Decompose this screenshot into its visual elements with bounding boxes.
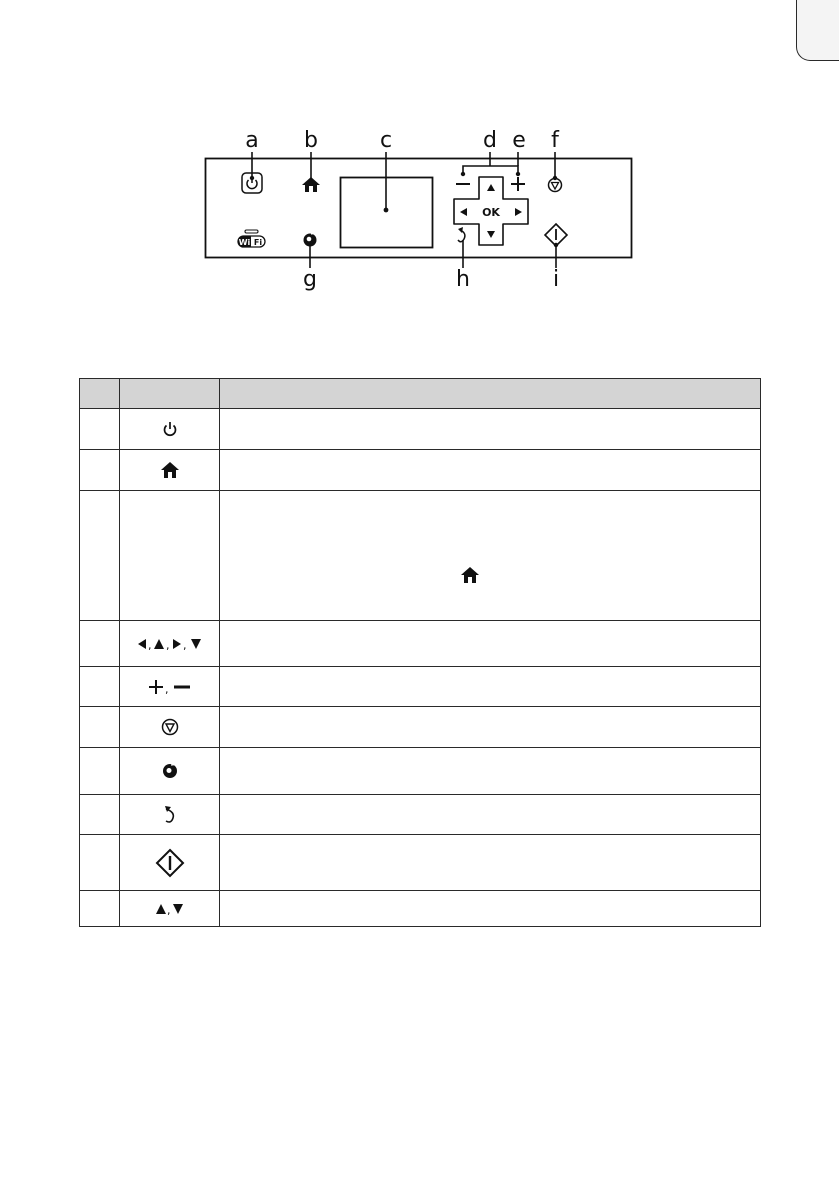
- row-description: [220, 748, 761, 795]
- table-row: [80, 748, 761, 795]
- ok-label: OK: [482, 206, 500, 219]
- row-icon-cell: [120, 621, 220, 667]
- up-down-icon: [155, 902, 185, 916]
- start-icon: [155, 848, 185, 878]
- back-icon: [163, 805, 177, 825]
- row-description: [220, 450, 761, 491]
- up-arrow-icon: [487, 184, 495, 191]
- left-arrow-icon: [460, 208, 467, 216]
- row-icon-cell: [120, 409, 220, 450]
- row-description: [220, 621, 761, 667]
- callout-b: b: [304, 128, 318, 153]
- row-icon-cell: [120, 748, 220, 795]
- row-description: [220, 795, 761, 835]
- wifi-label-wi: Wi: [238, 238, 251, 247]
- row-description: [220, 707, 761, 748]
- row-icon-cell: [120, 835, 220, 891]
- wifi-label-fi: Fi: [253, 238, 263, 247]
- row-description: [220, 667, 761, 707]
- header-letter: [80, 379, 120, 409]
- callout-h: h: [456, 267, 470, 292]
- down-arrow-icon: [487, 231, 495, 238]
- row-icon-cell: [120, 795, 220, 835]
- table-row: [80, 835, 761, 891]
- callout-e: e: [512, 128, 526, 153]
- table-row: [80, 891, 761, 927]
- row-icon-cell: [120, 891, 220, 927]
- row-description: [220, 835, 761, 891]
- row-letter: [80, 621, 120, 667]
- callout-a: a: [245, 128, 259, 153]
- wifi-indicator: [238, 230, 265, 247]
- stop-icon: [161, 718, 179, 736]
- row-letter: [80, 707, 120, 748]
- table-row: [80, 409, 761, 450]
- svg-text:,: ,: [166, 903, 170, 916]
- right-arrow-icon: [515, 208, 522, 216]
- home-icon: [160, 461, 180, 479]
- control-panel-diagram: [0, 0, 839, 300]
- buttons-table-wrap: [79, 378, 760, 927]
- svg-text:,: ,: [165, 638, 169, 651]
- row-description: [220, 891, 761, 927]
- callout-d: d: [483, 128, 497, 153]
- table-header-row: [80, 379, 761, 409]
- arrow-keys-icon: [137, 637, 203, 651]
- svg-text:,: ,: [164, 682, 168, 695]
- row-letter: [80, 450, 120, 491]
- callout-f: f: [551, 128, 559, 153]
- header-button: [120, 379, 220, 409]
- panel-outline: [206, 159, 632, 258]
- row-description: [220, 491, 761, 621]
- leader-lines: [252, 152, 556, 268]
- header-function: [220, 379, 761, 409]
- svg-text:,: ,: [147, 638, 151, 651]
- row-letter: [80, 491, 120, 621]
- panel-stop-button: [549, 179, 562, 192]
- table-row: [80, 707, 761, 748]
- row-icon-cell: [120, 491, 220, 621]
- row-letter: [80, 667, 120, 707]
- table-row: [80, 491, 761, 621]
- stop-icon: [552, 183, 559, 190]
- panel-disc-button: [304, 233, 317, 247]
- inline-home-icon: [460, 566, 480, 584]
- row-letter: [80, 795, 120, 835]
- row-icon-cell: [120, 667, 220, 707]
- row-icon-cell: [120, 707, 220, 748]
- callout-c: c: [379, 128, 393, 153]
- row-letter: [80, 891, 120, 927]
- table-row: [80, 795, 761, 835]
- control-panel-svg: [0, 0, 839, 300]
- svg-text:,: ,: [182, 638, 186, 651]
- plus-icon: [511, 177, 525, 191]
- power-icon: [161, 420, 179, 438]
- callout-g: g: [303, 267, 317, 292]
- buttons-table: [79, 378, 761, 927]
- callout-i: i: [552, 267, 560, 292]
- plus-minus-icon: [148, 679, 192, 695]
- panel-home-button: [302, 177, 320, 192]
- row-letter: [80, 835, 120, 891]
- table-row: [80, 450, 761, 491]
- row-letter: [80, 409, 120, 450]
- table-row: [80, 621, 761, 667]
- table-row: [80, 667, 761, 707]
- disc-icon: [162, 763, 178, 779]
- row-description: [220, 409, 761, 450]
- row-icon-cell: [120, 450, 220, 491]
- panel-start-button: [545, 224, 567, 246]
- row-letter: [80, 748, 120, 795]
